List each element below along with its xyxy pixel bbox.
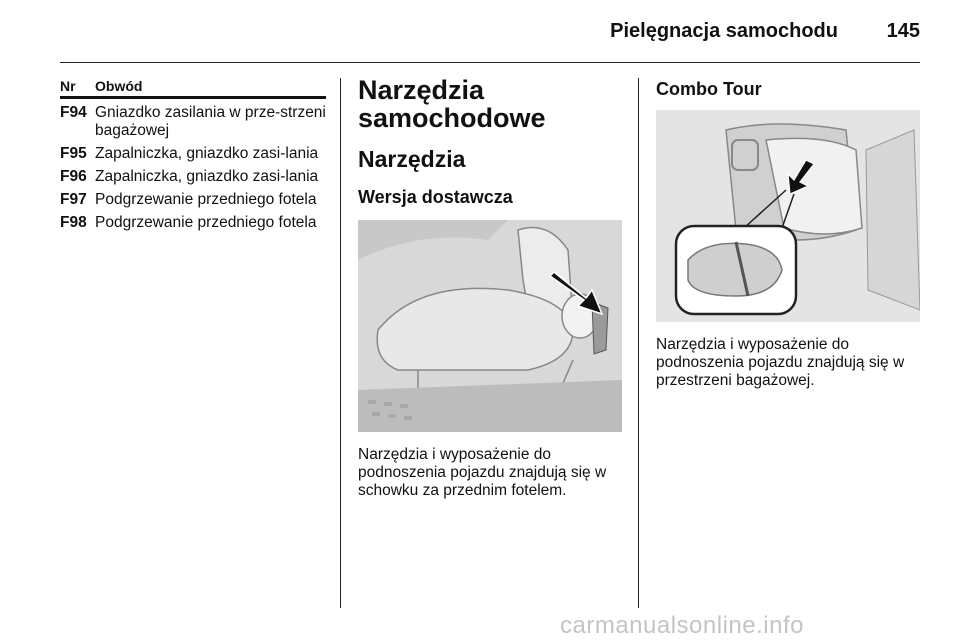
fuse-number: F96: [60, 168, 87, 185]
fuse-description: Podgrzewanie przedniego fotela: [95, 191, 317, 208]
fuse-description: Podgrzewanie przedniego fotela: [95, 214, 317, 231]
fuse-description: Gniazdko zasilania w prze-strzeni bagażowej: [95, 104, 326, 139]
fuse-description: Zapalniczka, gniazdko zasi-lania: [95, 145, 319, 162]
fuse-number: F98: [60, 214, 87, 231]
tools-section: [358, 76, 622, 500]
column-divider: [638, 78, 639, 608]
seat-storage-photo: [358, 220, 622, 432]
fuse-number: F97: [60, 191, 87, 208]
subsection-title: Narzędzia: [358, 146, 466, 172]
combo-tour-caption: Narzędzia i wyposażenie do podnoszenia pojazdu znajdują się w przestrzeni bagażowej.: [656, 336, 905, 389]
van-caption: Narzędzia i wyposażenie do podnoszenia pojazdu znajdują się w schowku za przednim fotelem.: [358, 446, 607, 499]
column-header-circuit: Obwód: [95, 78, 143, 94]
combo-tour-section: [656, 76, 920, 390]
watermark: carmanualsonline.info: [560, 612, 804, 639]
chapter-title: Pielęgnacja samochodu: [610, 20, 838, 42]
table-row: [60, 145, 326, 163]
fuse-table: [60, 78, 326, 232]
combo-tour-heading: Combo Tour: [656, 79, 762, 99]
table-row: [60, 104, 326, 140]
page-header: [60, 0, 920, 63]
column-header-nr: Nr: [60, 78, 76, 94]
fuse-table-header: [60, 78, 326, 99]
table-row: [60, 168, 326, 186]
fuse-number: F94: [60, 104, 87, 121]
table-row: [60, 191, 326, 209]
column-divider: [340, 78, 341, 608]
fuse-number: F95: [60, 145, 87, 162]
table-row: [60, 214, 326, 232]
van-version-heading: Wersja dostawcza: [358, 187, 513, 207]
page-number: 145: [886, 20, 920, 42]
fuse-description: Zapalniczka, gniazdko zasi-lania: [95, 168, 319, 185]
section-title: Narzędzia samochodowe: [358, 75, 546, 133]
luggage-compartment-photo: [656, 110, 920, 322]
